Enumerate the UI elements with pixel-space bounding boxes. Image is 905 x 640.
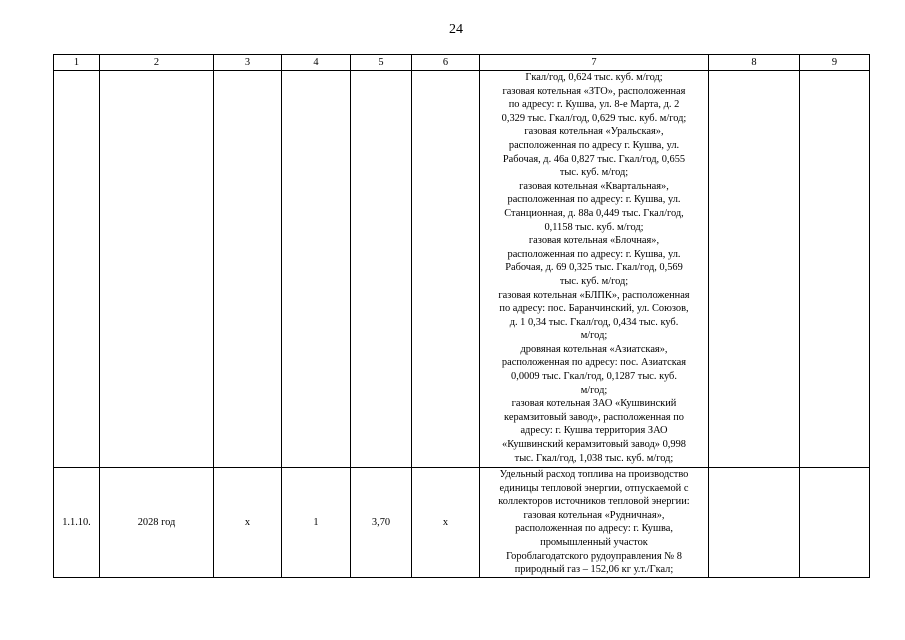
text-line: природный газ – 152,06 кг у.т./Гкал; xyxy=(514,564,674,576)
text-line: 0,1158 тыс. куб. м/год; xyxy=(544,221,644,233)
table-cell: 1 xyxy=(282,468,351,578)
text-line: газовая котельная «Уральская», xyxy=(524,126,664,138)
text-line: расположенная по адресу г. Кушва, ул. xyxy=(508,139,680,151)
table-cell xyxy=(709,71,800,468)
header-cell: 8 xyxy=(709,55,800,71)
text-line: газовая котельная «Блочная», xyxy=(528,235,660,247)
text-line: газовая котельная ЗАО «Кушвинский xyxy=(511,398,677,410)
table-header-row xyxy=(54,55,870,71)
text-line: газовая котельная «БЛПК», расположенная xyxy=(498,289,690,301)
text-line: дровяная котельная «Азиатская», xyxy=(520,343,668,355)
text-line: расположенная по адресу: г. Кушва, xyxy=(515,523,673,535)
table-cell xyxy=(100,71,214,468)
text-line: Гкал/год, 0,624 тыс. куб. м/год; xyxy=(525,72,663,83)
text-line: расположенная по адресу: г. Кушва, ул. xyxy=(507,248,681,260)
text-line: газовая котельная «Квартальная», xyxy=(519,180,669,192)
text-line: д. 1 0,34 тыс. Гкал/год, 0,434 тыс. куб. xyxy=(509,316,679,328)
text-line: 0,0009 тыс. Гкал/год, 0,1287 тыс. куб. xyxy=(511,371,677,383)
text-line: 0,329 тыс. Гкал/год, 0,629 тыс. куб. м/год; xyxy=(501,112,687,124)
table-cell xyxy=(709,468,800,578)
text-line: Рабочая, д. 46а 0,827 тыс. Гкал/год, 0,655 xyxy=(502,153,686,165)
table-cell xyxy=(214,71,282,468)
text-line: Станционная, д. 88а 0,449 тыс. Гкал/год, xyxy=(504,207,684,219)
table-row-continuation xyxy=(54,71,870,468)
text-line: Удельный расход топлива на производство xyxy=(499,469,689,480)
description-text xyxy=(482,71,706,465)
year-cell: 2028 год xyxy=(100,468,214,578)
table-cell xyxy=(351,71,412,468)
text-line: по адресу: пос. Баранчинский, ул. Союзов, xyxy=(499,303,689,315)
header-cell: 2 xyxy=(100,55,214,71)
header-cell: 1 xyxy=(54,55,100,71)
text-line: адресу: г. Кушва территория ЗАО xyxy=(520,425,668,437)
text-line: расположенная по адресу: г. Кушва, ул. xyxy=(507,194,681,206)
table-row xyxy=(54,468,870,578)
header-cell: 6 xyxy=(412,55,480,71)
text-line: промышленный участок xyxy=(540,536,648,548)
text-line: газовая котельная «ЗТО», расположенная xyxy=(502,85,686,97)
text-line: по адресу: г. Кушва, ул. 8-е Марта, д. 2 xyxy=(508,99,680,111)
text-line: тыс. куб. м/год; xyxy=(559,275,629,287)
text-line: газовая котельная «Рудничная», xyxy=(523,509,665,521)
text-line: Рабочая, д. 69 0,325 тыс. Гкал/год, 0,569 xyxy=(505,262,683,274)
page-number: 24 xyxy=(449,22,463,37)
text-line: тыс. Гкал/год, 1,038 тыс. куб. м/год; xyxy=(514,452,674,464)
header-cell: 4 xyxy=(282,55,351,71)
text-line: единицы тепловой энергии, отпускаемой с xyxy=(499,482,689,494)
text-line: Гороблагодатского рудоуправления № 8 xyxy=(506,550,682,562)
table-cell xyxy=(54,71,100,468)
data-table xyxy=(53,54,870,578)
table-cell: х xyxy=(214,468,282,578)
description-text xyxy=(482,468,706,577)
table-cell xyxy=(412,71,480,468)
row-number-cell: 1.1.10. xyxy=(54,468,100,578)
header-cell: 9 xyxy=(800,55,870,71)
text-line: тыс. куб. м/год; xyxy=(559,167,629,179)
text-line: керамзитовый завод», расположенная по xyxy=(504,411,684,423)
text-line: коллекторов источников тепловой энергии: xyxy=(498,496,690,508)
table-cell xyxy=(800,468,870,578)
header-cell: 3 xyxy=(214,55,282,71)
table-cell xyxy=(800,71,870,468)
text-line: м/год; xyxy=(580,384,608,396)
text-line: м/год; xyxy=(580,330,608,342)
table-cell-description xyxy=(480,468,709,578)
table-cell-description xyxy=(480,71,709,468)
header-cell: 5 xyxy=(351,55,412,71)
text-line: «Кушвинский керамзитовый завод» 0,998 xyxy=(502,439,686,451)
table-cell: х xyxy=(412,468,480,578)
value-cell: 3,70 xyxy=(351,468,412,578)
table-cell xyxy=(282,71,351,468)
header-cell: 7 xyxy=(480,55,709,71)
text-line: расположенная по адресу: пос. Азиатская xyxy=(501,357,687,369)
